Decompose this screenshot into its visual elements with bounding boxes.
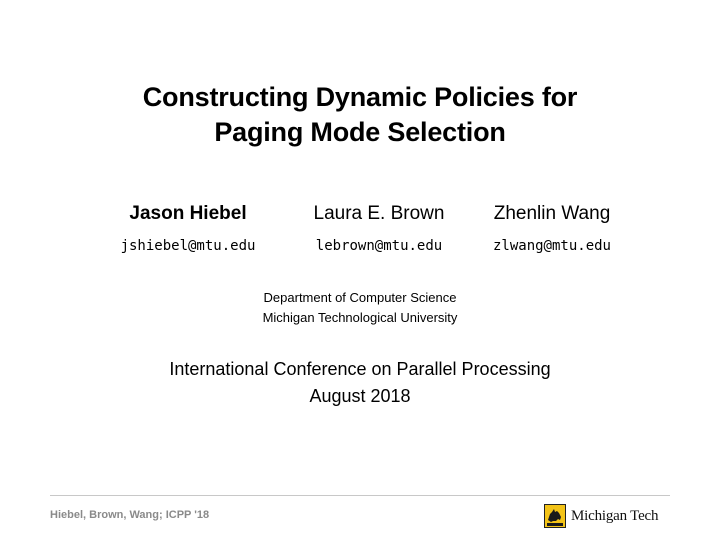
university: Michigan Technological University <box>262 310 458 325</box>
department: Department of Computer Science <box>263 290 457 305</box>
author-name-2: Laura E. Brown <box>313 203 445 224</box>
slide-title-line-2: Paging Mode Selection <box>214 117 506 147</box>
footer-citation: Hiebel, Brown, Wang; ICPP '18 <box>50 509 210 521</box>
conference-name: International Conference on Parallel Processing <box>169 359 551 379</box>
author-name-1: Jason Hiebel <box>129 203 247 224</box>
author-email-1: jshiebel@mtu.edu <box>120 238 256 254</box>
conference-date: August 2018 <box>309 386 411 406</box>
logo-text: Michigan Tech <box>571 508 659 524</box>
author-email-3: zlwang@mtu.edu <box>492 238 611 254</box>
author-name-3: Zhenlin Wang <box>493 203 611 224</box>
husky-shield-icon <box>544 504 566 528</box>
author-email-2: lebrown@mtu.edu <box>315 238 443 254</box>
michigan-tech-logo <box>544 503 658 529</box>
slide-title-line-1: Constructing Dynamic Policies for <box>142 82 578 112</box>
footer-divider <box>50 495 670 496</box>
